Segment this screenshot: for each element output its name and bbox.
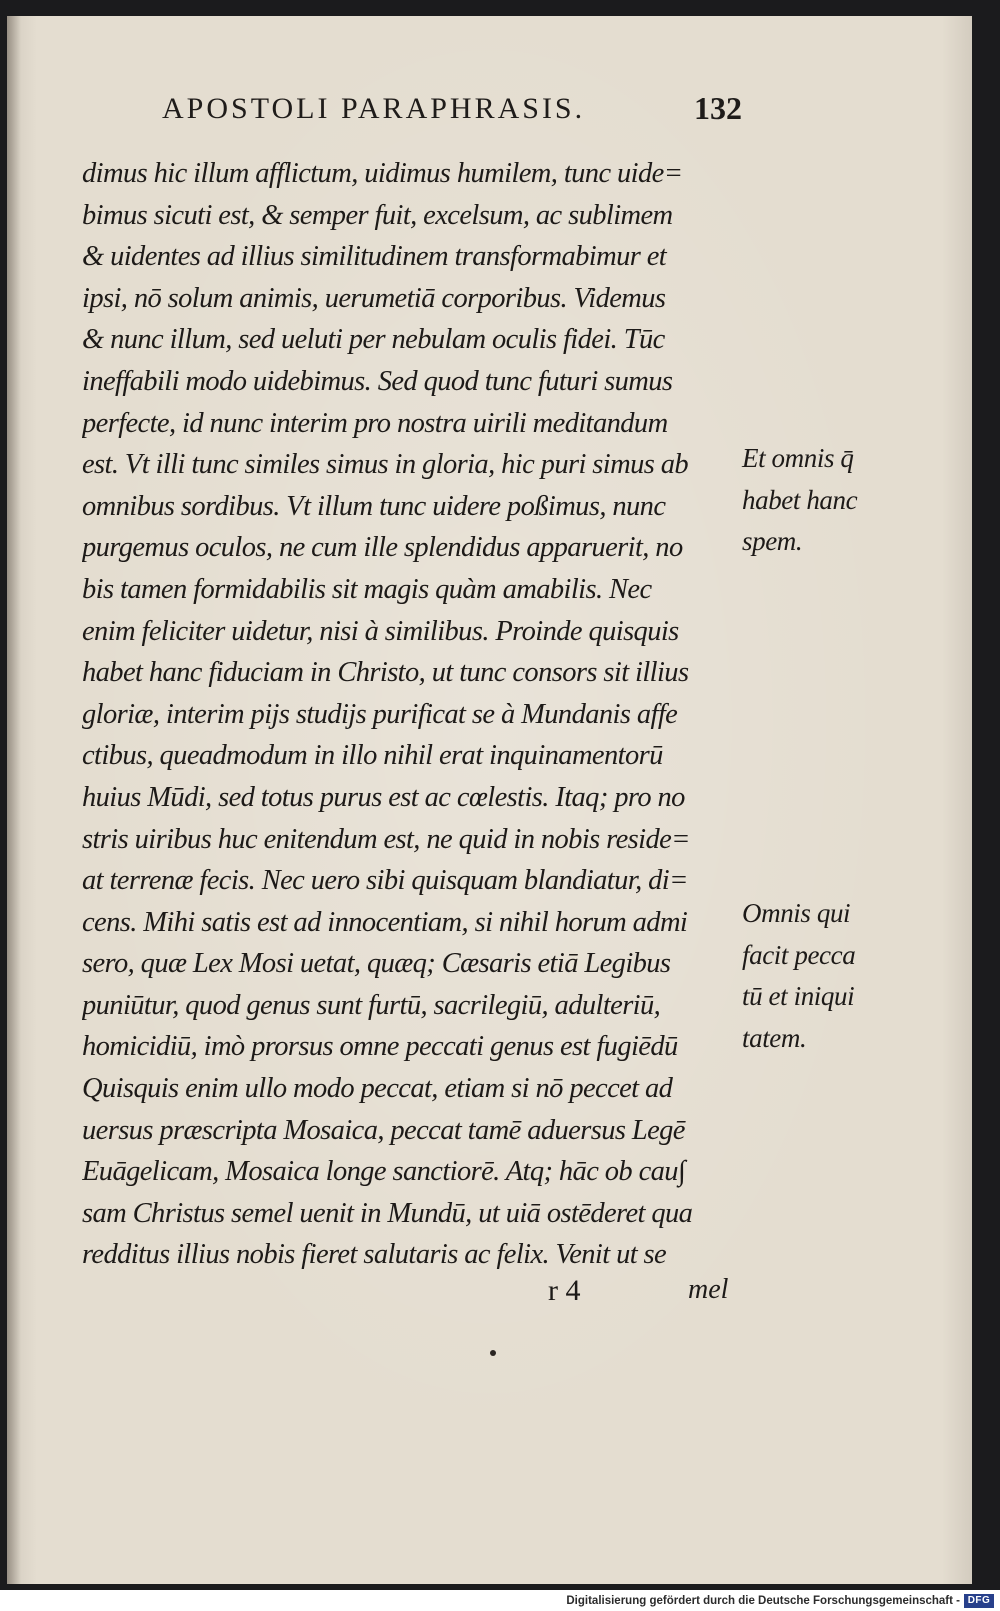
text-line: Quisquis enim ullo modo peccat, etiam si nō peccet ad bbox=[82, 1073, 673, 1105]
marginal-line: spem. bbox=[742, 526, 803, 557]
running-title: APOSTOLI PARAPHRASIS. bbox=[162, 92, 586, 125]
running-head bbox=[162, 92, 742, 136]
text-line: enim feliciter uidetur, nisi à similibus. Proinde quisquis bbox=[82, 615, 679, 647]
text-line: ipsi, nō solum animis, uerumetiā corporibus. Videmus bbox=[82, 282, 666, 314]
text-line: redditus illius nobis fieret salutaris ac felix. Venit ut se bbox=[82, 1239, 667, 1271]
text-line: habet hanc fiduciam in Christo, ut tunc consors sit illius bbox=[82, 657, 689, 689]
text-line: ineffabili modo uidebimus. Sed quod tunc futuri sumus bbox=[82, 365, 673, 397]
marginal-line: habet hanc bbox=[742, 484, 858, 515]
text-line: dimus hic illum afflictum, uidimus humilem, tunc uide= bbox=[82, 158, 683, 189]
catchword: mel bbox=[688, 1274, 729, 1305]
text-line: sero, quæ Lex Mosi uetat, quæq; Cæsaris etiā Legibus bbox=[82, 948, 671, 980]
marginal-note-et-omnis bbox=[742, 438, 912, 563]
marginal-line: tatem. bbox=[742, 1022, 807, 1053]
text-line: homicidiū, imò prorsus omne peccati genus est fugiēdū bbox=[82, 1031, 678, 1063]
ink-speck bbox=[490, 1350, 496, 1356]
marginal-line: Et omnis q̄ bbox=[742, 443, 854, 473]
marginal-line: Omnis qui bbox=[742, 898, 851, 928]
text-line: puniūtur, quod genus sunt furtū, sacrilegiū, adulteriū, bbox=[82, 989, 661, 1021]
text-line: stris uiribus huc enitendum est, ne quid in nobis reside= bbox=[82, 823, 690, 855]
text-line: & nunc illum, sed ueluti per nebulam oculis fidei. Tūc bbox=[82, 324, 665, 356]
main-text-block bbox=[82, 153, 762, 1276]
text-line: uersus præscripta Mosaica, peccat tamē aduersus Legē bbox=[82, 1114, 685, 1146]
text-line: sam Christus semel uenit in Mundū, ut uiā ostēderet qua bbox=[82, 1197, 693, 1229]
text-line: gloriæ, interim pijs studijs purificat se à Mundanis affe bbox=[82, 698, 678, 730]
text-line: omnibus sordibus. Vt illum tunc uidere poßimus, nunc bbox=[82, 490, 666, 522]
text-line: bis tamen formidabilis sit magis quàm amabilis. Nec bbox=[82, 573, 652, 605]
text-line: Euāgelicam, Mosaica longe sanctiorē. Atq; hāc ob cau∫ bbox=[82, 1156, 686, 1188]
spine-shadow bbox=[7, 16, 21, 1584]
digitization-credit: Digitalisierung gefördert durch die Deutsche Forschungsgemeinschaft - bbox=[566, 1595, 960, 1607]
marginal-line: facit pecca bbox=[742, 939, 856, 970]
dfg-logo: DFG bbox=[964, 1594, 994, 1608]
marginal-line: tū et iniqui bbox=[742, 981, 855, 1012]
text-line: huius Mūdi, sed totus purus est ac cœlestis. Itaq; pro no bbox=[82, 781, 685, 813]
text-line: cens. Mihi satis est ad innocentiam, si nihil horum admi bbox=[82, 906, 688, 938]
text-line: bimus sicuti est, & semper fuit, excelsum, ac sublimem bbox=[82, 199, 673, 231]
text-line: est. Vt illi tunc similes simus in gloria, hic puri simus ab bbox=[82, 449, 689, 481]
text-line: purgemus oculos, ne cum ille splendidus apparuerit, no bbox=[82, 532, 683, 564]
marginal-note-omnis-qui bbox=[742, 893, 912, 1059]
page-number: 132 bbox=[694, 90, 742, 126]
signature-mark: r 4 bbox=[548, 1274, 581, 1307]
text-line: perfecte, id nunc interim pro nostra uirili meditandum bbox=[82, 407, 668, 439]
text-line: & uidentes ad illius similitudinem transformabimur et bbox=[82, 241, 667, 273]
text-line: at terrenæ fecis. Nec uero sibi quisquam blandiatur, di= bbox=[82, 865, 688, 897]
text-line: ctibus, queadmodum in illo nihil erat inquinamentorū bbox=[82, 740, 663, 772]
